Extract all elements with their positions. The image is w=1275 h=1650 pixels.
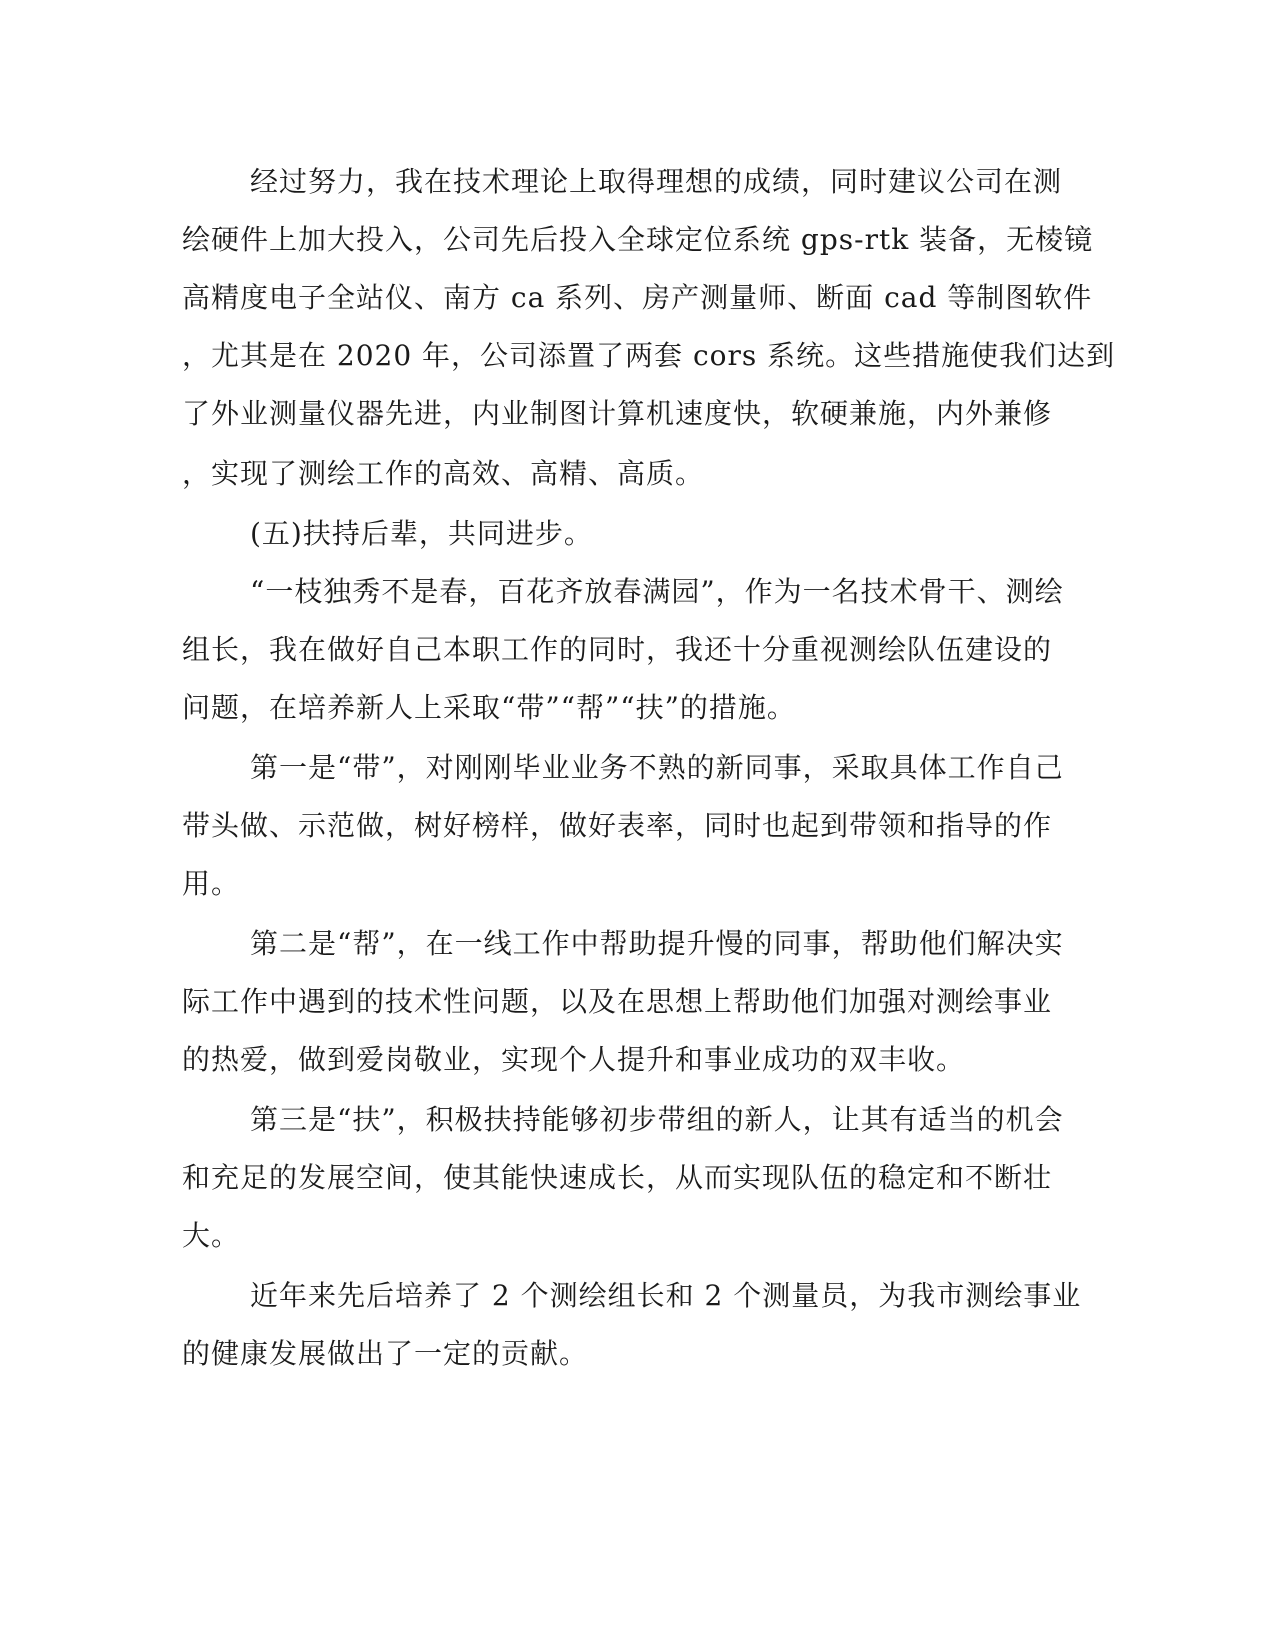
paragraph-line: 大。 [182,1219,241,1252]
paragraph-line: 组长，我在做好自己本职工作的同时，我还十分重视测绘队伍建设的 [182,633,1053,666]
paragraph-line: 第一是“带”，对刚刚毕业业务不熟的新同事，采取具体工作自己 [250,751,1064,784]
paragraph-line: 绘硬件上加大投入，公司先后投入全球定位系统 gps-rtk 装备，无棱镜 [182,223,1094,256]
section-heading: (五)扶持后辈，共同进步。 [250,517,593,550]
paragraph-line: 第三是“扶”，积极扶持能够初步带组的新人，让其有适当的机会 [250,1103,1064,1136]
paragraph-line: 的热爱，做到爱岗敬业，实现个人提升和事业成功的双丰收。 [182,1043,966,1076]
paragraph-line: 了外业测量仪器先进，内业制图计算机速度快，软硬兼施，内外兼修 [182,397,1053,430]
paragraph-line: ，尤其是在 2020 年，公司添置了两套 cors 系统。这些措施使我们达到 [182,339,1116,372]
paragraph-line: 经过努力，我在技术理论上取得理想的成绩，同时建议公司在测 [250,165,1063,198]
paragraph-line: 高精度电子全站仪、南方 ca 系列、房产测量师、断面 cad 等制图软件 [182,281,1093,314]
paragraph-line: 问题，在培养新人上采取“带”“帮”“扶”的措施。 [182,691,796,724]
paragraph-line: 近年来先后培养了 2 个测绘组长和 2 个测量员，为我市测绘事业 [250,1279,1082,1312]
paragraph-line: 带头做、示范做，树好榜样，做好表率，同时也起到带领和指导的作 [182,809,1053,842]
paragraph-line: “一枝独秀不是春，百花齐放春满园”，作为一名技术骨干、测绘 [250,575,1064,608]
paragraph-line: 用。 [182,867,241,900]
paragraph-line: 第二是“帮”，在一线工作中帮助提升慢的同事，帮助他们解决实 [250,927,1064,960]
paragraph-line: 际工作中遇到的技术性问题，以及在思想上帮助他们加强对测绘事业 [182,985,1053,1018]
paragraph-line: 的健康发展做出了一定的贡献。 [182,1337,589,1370]
paragraph-line: ，实现了测绘工作的高效、高精、高质。 [182,457,705,490]
paragraph-line: 和充足的发展空间，使其能快速成长，从而实现队伍的稳定和不断壮 [182,1161,1053,1194]
